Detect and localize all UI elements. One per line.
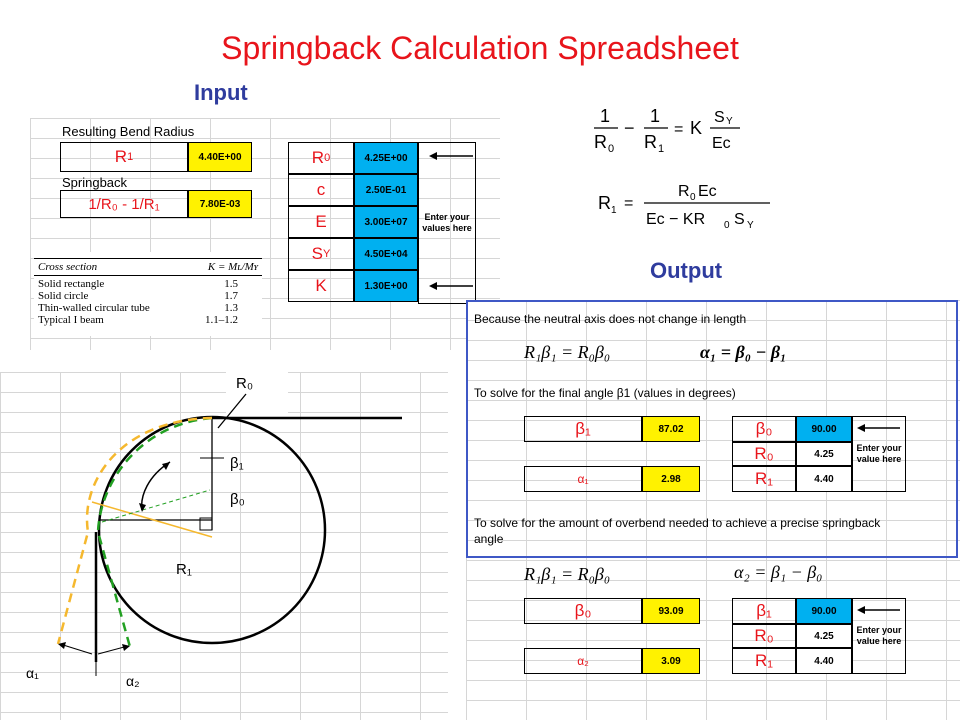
neutral-axis-text: Because the neutral axis does not change in length xyxy=(474,312,747,326)
alpha1-value-cell[interactable]: 2.98 xyxy=(642,466,700,492)
f2-den-b-sub: Y xyxy=(747,220,754,231)
k-value: 1.3 xyxy=(224,302,238,314)
param-label: c xyxy=(316,180,326,199)
k-table-header xyxy=(34,258,262,276)
eq-alpha1: α₁ = β₀ − β₁ xyxy=(700,342,787,362)
f2-lhs: R xyxy=(598,193,611,213)
k-table-row xyxy=(38,314,258,326)
alpha2-label-cell: α₂ xyxy=(524,648,642,674)
k-section: Thin-walled circular tube xyxy=(38,302,150,314)
param-label-cell xyxy=(288,270,354,302)
param-label: R xyxy=(311,148,325,167)
springback-value-cell[interactable]: 7.80E-03 xyxy=(188,190,252,218)
bend-diagram xyxy=(0,372,448,720)
r0-label-cell: R₀ xyxy=(732,442,796,466)
bend-radius-header: Resulting Bend Radius xyxy=(62,124,195,139)
eq2-neutral: R₁β₁ = R₀β₀ xyxy=(524,564,611,584)
beta0-label-cell: β₀ xyxy=(732,416,796,442)
r1-in-value-cell[interactable]: 4.40 xyxy=(796,648,852,674)
f1-num3-sub: Y xyxy=(726,116,733,127)
formula-r1 xyxy=(596,176,776,232)
final-angle-text: To solve for the final angle β1 (values in degrees) xyxy=(474,386,736,400)
svg-text:=: = xyxy=(624,195,634,212)
k-value: 1.5 xyxy=(224,278,238,290)
r1-out-label-cell: R₁ xyxy=(732,466,796,492)
bend-diagram-area xyxy=(0,372,448,720)
k-value: 1.7 xyxy=(224,290,238,302)
k-factor-table xyxy=(34,252,262,336)
param-value-cell[interactable]: 2.50E-01 xyxy=(354,174,418,206)
k-table-body xyxy=(34,276,262,328)
param-label-cell xyxy=(288,238,354,270)
param-value-cell[interactable]: 1.30E+00 xyxy=(354,270,418,302)
param-label-cell xyxy=(288,142,354,174)
f2-lhs-sub: 1 xyxy=(611,205,617,216)
label-beta1: β₁ xyxy=(230,455,244,472)
f1-den2: R xyxy=(644,132,657,152)
param-sub: 0 xyxy=(324,152,331,164)
svg-text:=: = xyxy=(674,121,684,138)
table1-arrow xyxy=(854,418,904,438)
f1-den2-sub: 1 xyxy=(658,143,665,155)
param-label: E xyxy=(315,212,327,231)
table1-note: Enter your value here xyxy=(856,443,902,464)
formula-curvature xyxy=(592,102,762,158)
r0-value-cell[interactable]: 4.25 xyxy=(796,442,852,466)
r1-value-cell[interactable]: 4.40E+00 xyxy=(188,142,252,172)
k-section: Solid rectangle xyxy=(38,278,105,290)
r1-label: R xyxy=(114,147,128,166)
f1-num3: S xyxy=(714,109,725,126)
f1-den3: Ec xyxy=(712,135,731,152)
overbend-text-1: To solve for the amount of overbend needed to achieve a precise springback xyxy=(474,516,881,530)
eq-neutral: R₁β₁ = R₀β₀ xyxy=(524,342,611,362)
param-label-cell xyxy=(288,206,354,238)
beta1-label-cell: β₁ xyxy=(524,416,642,442)
f2-num: R xyxy=(678,183,690,200)
label-r0: R₀ xyxy=(236,375,254,392)
f2-den-a: Ec − KR xyxy=(646,211,706,228)
r1-sub: 1 xyxy=(127,151,134,163)
f1-num1: 1 xyxy=(600,106,611,126)
label-beta0: β₀ xyxy=(230,491,245,508)
output-section-label: Output xyxy=(650,258,723,283)
label-alpha1: α₁ xyxy=(26,665,39,681)
f1-den1: R xyxy=(594,132,607,152)
svg-text:−: − xyxy=(624,118,635,138)
page-title: Springback Calculation Spreadsheet xyxy=(221,30,739,66)
beta1-in-label-cell: β₁ xyxy=(732,598,796,624)
f2-num-sub: 0 xyxy=(690,192,696,203)
r0-in-label-cell: R₀ xyxy=(732,624,796,648)
springback-header: Springback xyxy=(62,175,128,190)
k-table-row xyxy=(38,302,258,314)
input-section-label: Input xyxy=(194,80,248,105)
beta1-in-value-cell[interactable]: 90.00 xyxy=(796,598,852,624)
formula-r1-svg xyxy=(596,176,776,232)
label-r1: R₁ xyxy=(176,561,192,578)
springback-label-cell: 1/R₀ - 1/R₁ xyxy=(60,190,188,218)
beta0-out-value-cell[interactable]: 93.09 xyxy=(642,598,700,624)
param-label: K xyxy=(315,276,327,295)
alpha2-value-cell[interactable]: 3.09 xyxy=(642,648,700,674)
f2-den-sub: 0 xyxy=(724,220,730,231)
param-value-cell[interactable]: 4.25E+00 xyxy=(354,142,418,174)
r1-out-value-cell[interactable]: 4.40 xyxy=(796,466,852,492)
table2-arrow xyxy=(854,600,904,620)
label-alpha2: α₂ xyxy=(126,673,140,689)
k-table-row xyxy=(38,278,258,290)
param-label-cell xyxy=(288,174,354,206)
f1-den1-sub: 0 xyxy=(608,143,615,155)
f2-den-b: S xyxy=(734,211,745,228)
alpha1-label-cell: α₁ xyxy=(524,466,642,492)
beta0-value-cell[interactable]: 90.00 xyxy=(796,416,852,442)
input-arrows xyxy=(425,146,475,306)
r0-in-value-cell[interactable]: 4.25 xyxy=(796,624,852,648)
enter-values-note: Enter your values here xyxy=(422,212,472,233)
k-col-k: K = Mʟ/Mʏ xyxy=(207,261,258,273)
param-sub: Y xyxy=(323,248,331,260)
param-value-cell[interactable]: 4.50E+04 xyxy=(354,238,418,270)
r1-in-label-cell: R₁ xyxy=(732,648,796,674)
eq-alpha2: α₂ = β₁ − β₀ xyxy=(734,562,823,582)
f2-num-tail: Ec xyxy=(698,183,717,200)
k-table-row xyxy=(38,290,258,302)
k-value: 1.1–1.2 xyxy=(205,314,238,326)
output-spreadsheet xyxy=(466,300,960,720)
k-section: Typical I beam xyxy=(38,314,104,326)
table2-note: Enter your value here xyxy=(856,625,902,646)
beta1-value-cell[interactable]: 87.02 xyxy=(642,416,700,442)
f1-k: K xyxy=(690,118,703,138)
formula-curvature-svg xyxy=(592,102,762,158)
param-label: S xyxy=(311,244,323,263)
f1-num2: 1 xyxy=(650,106,661,126)
k-col-cross-section: Cross section xyxy=(38,261,98,273)
r1-label-cell xyxy=(60,142,188,172)
overbend-text-2: angle xyxy=(474,532,504,546)
beta0-out-label-cell: β₀ xyxy=(524,598,642,624)
k-section: Solid circle xyxy=(38,290,89,302)
param-value-cell[interactable]: 3.00E+07 xyxy=(354,206,418,238)
